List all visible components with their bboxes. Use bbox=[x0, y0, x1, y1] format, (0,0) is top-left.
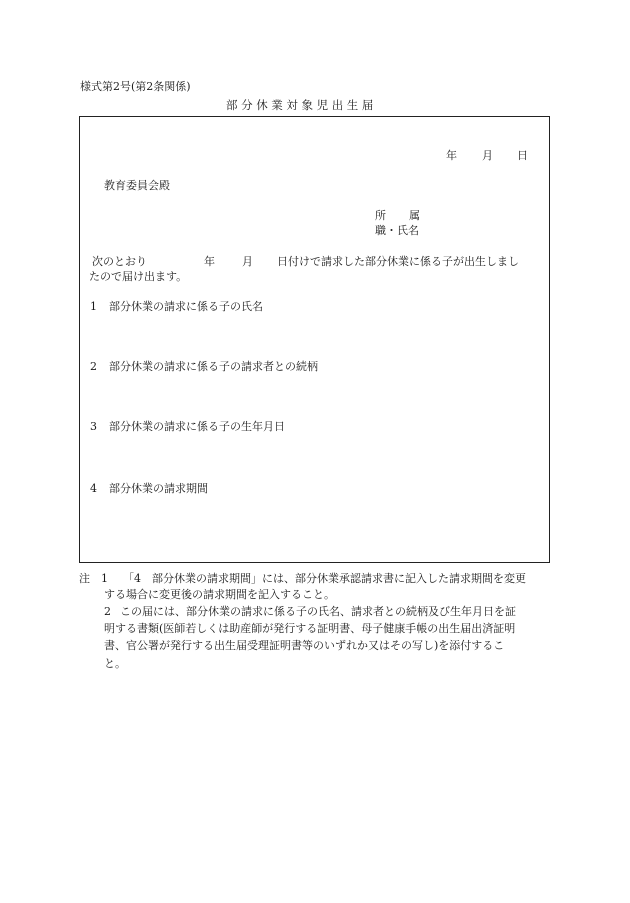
item-4-number: 4 bbox=[90, 482, 97, 495]
item-1 bbox=[90, 301, 263, 312]
item-3-number: 3 bbox=[90, 420, 97, 433]
body-text-line-2: たので届け出ます。 bbox=[89, 270, 188, 283]
addressee: 教育委員会殿 bbox=[104, 179, 170, 192]
date-year-label: 年 bbox=[446, 149, 457, 162]
body-text-line-1 bbox=[92, 256, 550, 267]
item-3-text: 部分休業の請求に係る子の生年月日 bbox=[109, 420, 285, 433]
form-title: 部分休業対象児出生届 bbox=[226, 98, 377, 112]
body-part-2: 日付けで請求した部分休業に係る子が出生しまし bbox=[277, 255, 519, 268]
date-day-label: 日 bbox=[517, 149, 528, 162]
date-month-label: 月 bbox=[482, 149, 493, 162]
note-1-line-2: する場合に変更後の請求期間を記入すること。 bbox=[104, 588, 335, 601]
item-2-text: 部分休業の請求に係る子の請求者との続柄 bbox=[109, 360, 318, 373]
form-number: 様式第2号(第2条関係) bbox=[80, 80, 191, 93]
item-2-number: 2 bbox=[90, 360, 97, 373]
item-2 bbox=[90, 361, 318, 372]
note-2-line-1: この届には、部分休業の請求に係る子の氏名、請求者との続柄及び生年月日を証 bbox=[120, 605, 516, 618]
note-1-line-1: 「4 部分休業の請求期間」には、部分休業承認請求書に記入した請求期間を変更 bbox=[123, 572, 526, 585]
item-3 bbox=[90, 421, 285, 432]
body-part-1: 次のとおり bbox=[92, 255, 147, 268]
body-year: 年 bbox=[204, 255, 215, 268]
affiliation-label: 所 bbox=[375, 209, 386, 222]
note-2-line-2: 明する書類(医師若しくは助産師が発行する証明書、母子健康手帳の出生届出済証明 bbox=[104, 622, 516, 635]
note-1-number: 1 bbox=[101, 572, 108, 585]
item-1-text: 部分休業の請求に係る子の氏名 bbox=[109, 300, 263, 313]
affiliation-label-2: 属 bbox=[409, 209, 420, 222]
item-4-text: 部分休業の請求期間 bbox=[109, 482, 208, 495]
note-2-number: 2 bbox=[104, 605, 111, 618]
notes-label: 注 bbox=[79, 572, 90, 585]
note-2-line-3: 書、官公署が発行する出生届受理証明書等のいずれか又はその写し)を添付するこ bbox=[104, 639, 505, 652]
body-month: 月 bbox=[242, 255, 253, 268]
item-1-number: 1 bbox=[90, 300, 97, 313]
item-4 bbox=[90, 483, 208, 494]
position-name-label: 職・氏名 bbox=[375, 224, 419, 237]
note-2-line-4: と。 bbox=[104, 657, 126, 670]
